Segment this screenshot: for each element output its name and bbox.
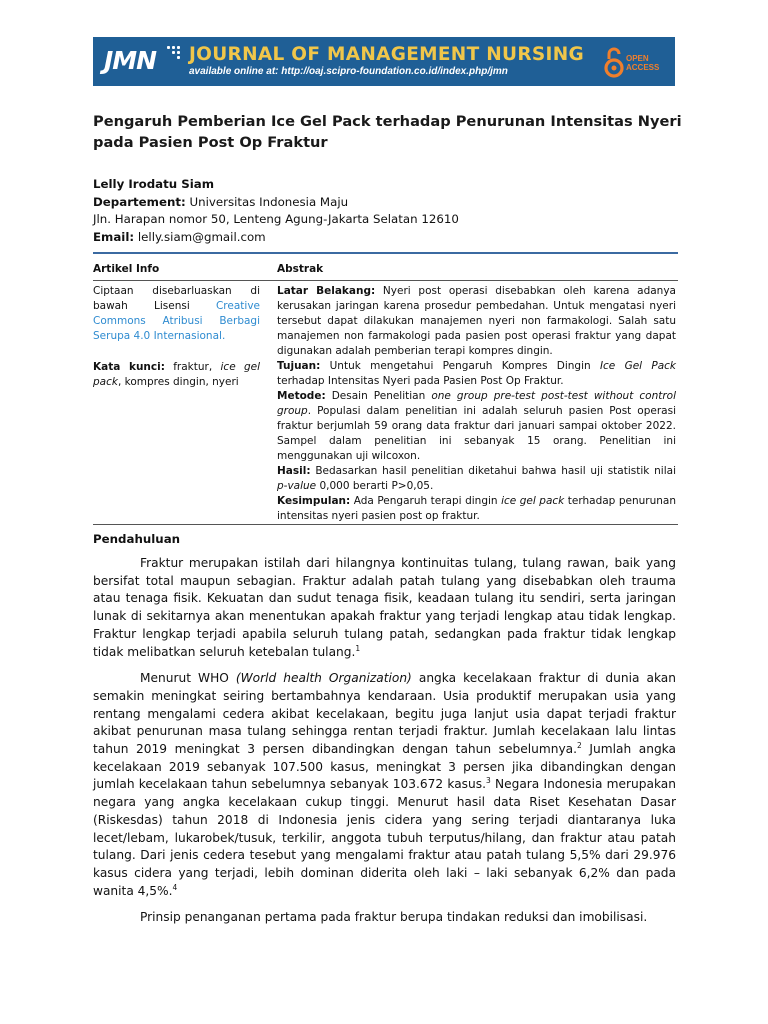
email-link[interactable]: lelly.siam@gmail.com (134, 229, 266, 244)
open-access-badge (604, 43, 670, 81)
license-text: Ciptaan disebarluaskan di bawah Lisensi Creative Commons Atribusi Berbagi Serupa 4.0 Internasional. (93, 285, 260, 342)
author-address: Jln. Harapan nomor 50, Lenteng Agung-Jakarta Selatan 12610 (93, 212, 459, 226)
journal-title: JOURNAL OF MANAGEMENT NURSING (189, 44, 584, 65)
section-heading-introduction: Pendahuluan (93, 532, 181, 546)
logo-dots-icon (167, 46, 181, 60)
author-name: Lelly Irodatu Siam (93, 177, 215, 191)
journal-url[interactable]: available online at: http://oaj.scipro-foundation.co.id/index.php/jmn (189, 66, 508, 77)
paragraph-2: Menurut WHO (World health Organization) angka kecelakaan fraktur di dunia akan semakin meningkat seiring bertambahnya kendaraan. Usia produktif merupakan usia yang rentang mengalami cedera akibat kecelakaan, begitu juga lanjut usia dapat terjadi fraktur akibat penurunan masa tulang sehingga rentan terjadi fraktur. Jumlah kecelakaan lalu lintas tahun 2019 meningkat 3 persen dibandingkan dengan tahun sebelumnya.$^2$ Jumlah angka kecelakaan 2019 sebanyak 107.500 kasus, meningkat 3 persen jika dibandingkan dengan jumlah kecelakaan tahun sebelumnya sebanyak 103.672 kasus.$^3$ Negara Indonesia merupakan negara yang angka kecelakaan cukup tinggi. Menurut hasil data Riset Kesehatan Dasar (Riskesdas) tahun 2018 di Indonesia jenis cidera yang sering terjadi diantaranya luka lecet/lebam, lukarobek/tusuk, terkilir, anggota tubuh terputus/hilang, dan fraktur atau patah tulang. Dari jenis cedera tesebut yang mengalami fraktur atau patah tulang 5,5% dari 29.976 kasus cidera yang terjadi, lebih dominan diderita oleh laki – laki sebanyak 6,2% dan pada wanita 4,5%.$^4$ (93, 671, 677, 898)
body-text (93, 555, 676, 936)
journal-banner (93, 37, 675, 86)
abstract-column (277, 284, 676, 524)
abstract-aim: Tujuan: Untuk mengetahui Pengaruh Kompres Dingin Ice Gel Pack terhadap Intensitas Nyeri pada Pasien Post Op Fraktur. (277, 360, 676, 387)
author-department: Departement: Universitas Indonesia Maju (93, 194, 349, 209)
abstract-header: Abstrak (277, 263, 324, 275)
article-info-header: Artikel Info (93, 263, 160, 275)
author-email: Email: lelly.siam@gmail.com (93, 229, 266, 244)
paragraph-1: Fraktur merupakan istilah dari hilangnya kontinuitas tulang, tulang rawan, baik yang bersifat total maupun sebagian. Fraktur adalah patah tulang yang disebabkan oleh trauma atau tenaga fisik. Kekuatan dan sudut tenaga fisik, keadaan tulang itu sendiri, serta jaringan lunak di sekitarnya akan menentukan apakah fraktur yang terjadi lengkap atau tidak lengkap. Fraktur lengkap terjadi apabila seluruh tulang patah, sedangkan pada fraktur tidak lengkap tidak melibatkan seluruh ketebalan tulang.$^1$ (93, 556, 676, 659)
abstract-conclusion: Kesimpulan: Ada Pengaruh terapi dingin ice gel pack terhadap penurunan intensitas nyeri pasien post op fraktur. (277, 495, 677, 522)
abstract-background: Latar Belakang: Nyeri post operasi disebabkan oleh karena adanya kerusakan jaringan karena prosedur pembedahan. Untuk mengatasi nyeri tersebut dapat dilakukan manajemen nyeri non farmakologi. Salah satu manajemen non farmakologi pada pasien post operasi fraktur yang dapat digunakan adalah pemberian terapi kompres dingin. (277, 285, 676, 357)
abstract-result: Hasil: Bedasarkan hasil penelitian diketahui bahwa hasil uji statistik nilai p-value 0,000 berarti P>0,05. (277, 465, 676, 492)
paper-title: Pengaruh Pemberian Ice Gel Pack terhadap Penurunan Intensitas Nyeri pada Pasien Post Op Fraktur (93, 113, 682, 151)
table-header-rule (93, 280, 678, 281)
article-info-column (93, 284, 260, 390)
author-block (93, 176, 683, 246)
paragraph-3: Prinsip penanganan pertama pada fraktur berupa tindakan reduksi dan imobilisasi. (140, 910, 648, 925)
keywords: Kata kunci: fraktur, ice gel pack, kompres dingin, nyeri (93, 361, 261, 388)
table-bottom-rule (93, 524, 678, 525)
abstract-method: Metode: Desain Penelitian one group pre-test post-test without control group. Populasi dalam penelitian ini adalah seluruh pasien Post operasi fraktur berjumlah 59 orang data fraktur dari januari sampai oktober 2022. Sampel dalam penelitian ini sebanyak 15 orang. Penelitian ini menggunakan uji wilcoxon. (277, 390, 676, 462)
header-divider (93, 252, 678, 254)
open-access-label: OPEN ACCESS (626, 54, 660, 72)
journal-logo: JMN (104, 46, 157, 75)
open-access-lock-icon (604, 45, 624, 79)
license-link[interactable]: Creative Commons Atribusi Berbagi Serupa 4.0 Internasional. (93, 300, 260, 342)
